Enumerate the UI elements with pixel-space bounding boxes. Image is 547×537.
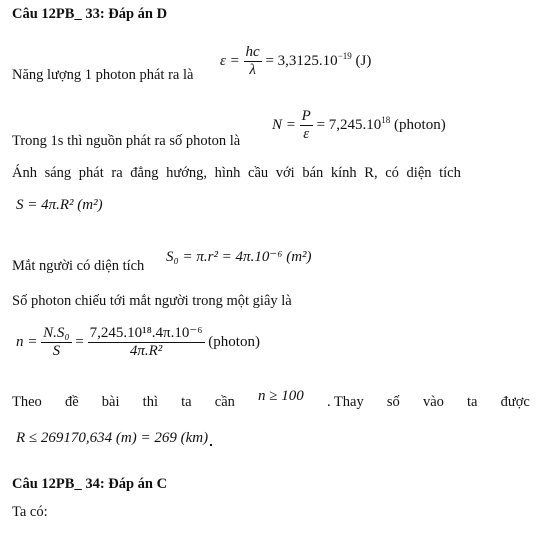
energy-exponent: −19 bbox=[337, 50, 352, 61]
photon-count-formula bbox=[272, 108, 446, 143]
p-numerator: P bbox=[301, 108, 311, 124]
isotropic-sentence bbox=[12, 165, 530, 182]
energy-unit: (J) bbox=[355, 52, 372, 69]
energy-value: = 3,3125.10 bbox=[265, 52, 338, 69]
question-34-intro: Ta có: bbox=[12, 504, 48, 520]
photon-count-exponent: 18 bbox=[381, 114, 391, 125]
n-formula-lhs: n = bbox=[16, 333, 38, 350]
n-formula-unit: (photon) bbox=[208, 333, 260, 350]
energy-label: Năng lượng 1 photon phát ra là bbox=[12, 67, 194, 83]
word: bài bbox=[101, 394, 120, 410]
question-34-title: Câu 12PB_ 34: Đáp án C bbox=[12, 476, 168, 492]
photon-count-unit: (photon) bbox=[394, 116, 446, 133]
ns0-numerator: N.S₀ bbox=[43, 325, 70, 341]
eye-area-formula: S₀ = π.r² = 4π.10⁻⁶ (m²) bbox=[166, 249, 312, 265]
n-formula bbox=[16, 325, 260, 360]
sphere-area-formula: S = 4π.R² (m²) bbox=[16, 197, 103, 213]
ns0-over-s bbox=[41, 325, 71, 360]
word: ta bbox=[181, 394, 192, 410]
word: . Thay bbox=[326, 394, 364, 410]
isotropic-text: Ánh sáng phát ra đẳng hướng, hình cầu với bán kính R, có diện tích bbox=[12, 165, 461, 181]
hc-numerator: hc bbox=[245, 44, 260, 60]
lambda-denominator: λ bbox=[249, 62, 256, 78]
word: ta bbox=[467, 394, 478, 410]
photon-count-value: = 7,245.10 bbox=[316, 116, 382, 133]
word: Theo bbox=[12, 394, 42, 410]
epsilon-denominator: ε bbox=[303, 126, 310, 142]
numeric-fraction bbox=[88, 325, 205, 360]
numeric-denominator: 4π.R² bbox=[129, 343, 163, 359]
n-lhs: N = bbox=[272, 116, 296, 133]
s-denominator: S bbox=[52, 343, 61, 359]
word: thì bbox=[142, 394, 158, 410]
result-text: R ≤ 269170,634 (m) = 269 (km) bbox=[16, 430, 209, 446]
p-over-epsilon bbox=[300, 108, 313, 143]
word: đề bbox=[64, 394, 79, 410]
trailing-dot bbox=[210, 444, 212, 446]
condition-sentence bbox=[12, 388, 530, 411]
photon-eye-label: Số photon chiếu tới mắt người trong một giây là bbox=[12, 293, 292, 309]
word: cần bbox=[214, 394, 235, 410]
word: số bbox=[386, 394, 400, 410]
numeric-numerator: 7,245.10¹⁸.4π.10⁻⁶ bbox=[89, 325, 203, 341]
energy-formula bbox=[220, 44, 371, 79]
photon-count-label: Trong 1s thì nguồn phát ra số photon là bbox=[12, 133, 241, 149]
word: được bbox=[500, 394, 530, 410]
eye-area-label: Mắt người có diện tích bbox=[12, 258, 145, 274]
question-33-title: Câu 12PB_ 33: Đáp án D bbox=[12, 6, 168, 22]
condition-formula: n ≥ 100 bbox=[258, 388, 304, 404]
epsilon-lhs: ε = bbox=[220, 52, 240, 69]
n-formula-equals: = bbox=[75, 333, 84, 350]
word: vào bbox=[422, 394, 444, 410]
result-formula bbox=[16, 430, 212, 447]
hc-over-lambda bbox=[244, 44, 262, 79]
